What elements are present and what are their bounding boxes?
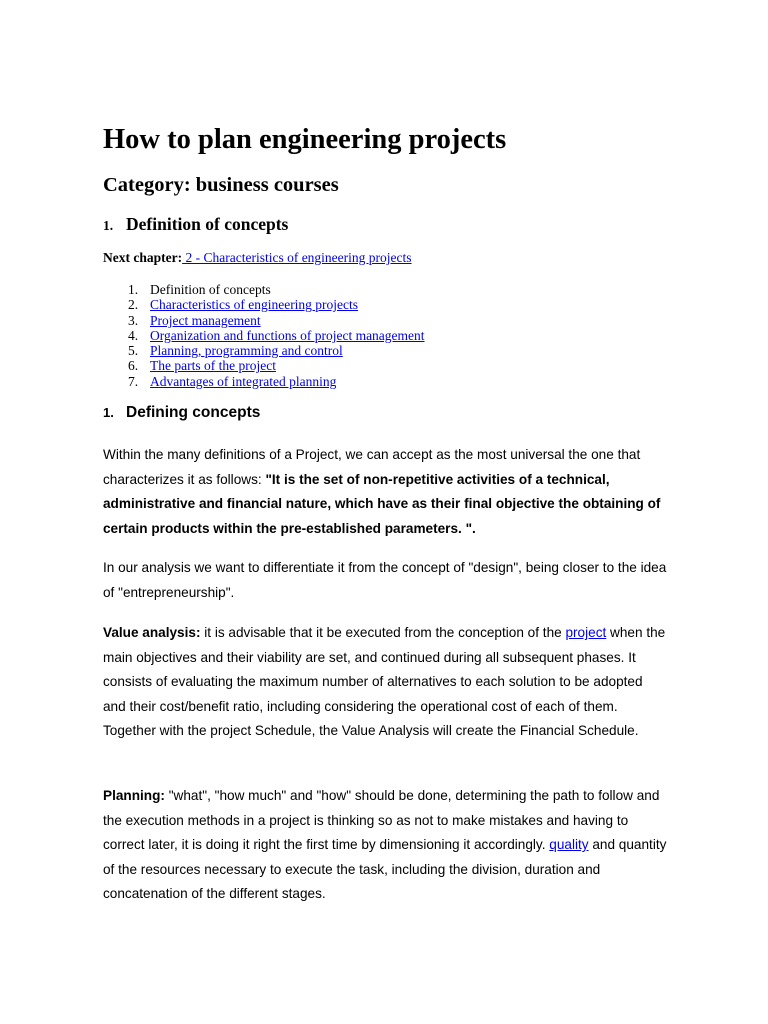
toc-item [128,328,425,343]
toc-number: 3. [128,312,139,328]
paragraph-definition [103,443,668,541]
toc-text: Definition of concepts [150,282,271,297]
paragraph-text: "what", "how much" and "how" should be done, determining the path to follow and the execution methods in a project is thinking so as not to make mistakes and having to correct later, it is doing it right the first time by dimensioning it accordingly. [103,788,660,852]
toc-item [128,374,425,389]
toc-number: 7. [128,373,139,389]
section-heading [103,214,288,235]
paragraph-text: it is advisable that it be executed from the conception of the [200,625,566,640]
next-chapter [103,250,412,266]
planning-label: Planning: [103,788,165,803]
toc-link[interactable]: Planning, programming and control [150,343,343,359]
toc-item [128,297,425,312]
toc-number: 2. [128,297,139,313]
toc-number: 4. [128,327,139,343]
section-title: Definition of concepts [126,214,289,234]
toc-number: 6. [128,358,139,374]
paragraph-planning [103,784,668,907]
next-chapter-link[interactable]: 2 - Characteristics of engineering projects [182,250,412,265]
toc-link[interactable]: Organization and functions of project management [150,327,425,343]
toc-number: 5. [128,343,139,359]
toc-item [128,358,425,373]
subheading [103,404,260,422]
paragraph-text: when the main objectives and their viability are set, and continued during all subsequent phases. It consists of evaluating the maximum number of alternatives to each solution to be adopted and their cost/benefit ratio, including considering the operational cost of each of them. Together with the project Schedule, the Value Analysis will create the Financial Schedule. [103,625,666,738]
toc-item [128,313,425,328]
subheading-number: 1. [103,405,114,420]
paragraph-value-analysis [103,621,668,744]
value-analysis-label: Value analysis: [103,625,201,640]
subheading-title: Defining concepts [126,404,261,421]
toc-item [128,343,425,358]
definition-quote: "It is the set of non-repetitive activities of a technical, administrative and financial nature, which have as their final objective the obtaining of certain products within the pre-established parameters. ". [103,471,661,536]
paragraph-analysis: In our analysis we want to differentiate it from the concept of "design", being closer to the idea of "entrepreneurship". [103,560,667,600]
project-link[interactable]: project [565,625,607,640]
toc-link[interactable]: Characteristics of engineering projects [150,297,359,313]
quality-link[interactable]: quality [549,837,589,852]
page-title: How to plan engineering projects [103,124,507,155]
toc-item [128,282,425,297]
table-of-contents [128,282,425,389]
toc-link[interactable]: Advantages of integrated planning [150,373,337,389]
paragraph-text: Within the many definitions of a Project, we can accept as the most universal the one that characterizes it as follows: [103,447,641,487]
toc-link[interactable]: Project management [150,312,261,328]
toc-number: 1. [128,282,139,297]
next-chapter-label: Next chapter: [103,250,183,265]
category-heading: Category: business courses [103,174,339,196]
section-number: 1. [103,218,114,233]
paragraph-text: and quantity of the resources necessary to execute the task, including the division, duration and concatenation of the different stages. [103,837,667,901]
toc-link[interactable]: The parts of the project [150,358,276,374]
